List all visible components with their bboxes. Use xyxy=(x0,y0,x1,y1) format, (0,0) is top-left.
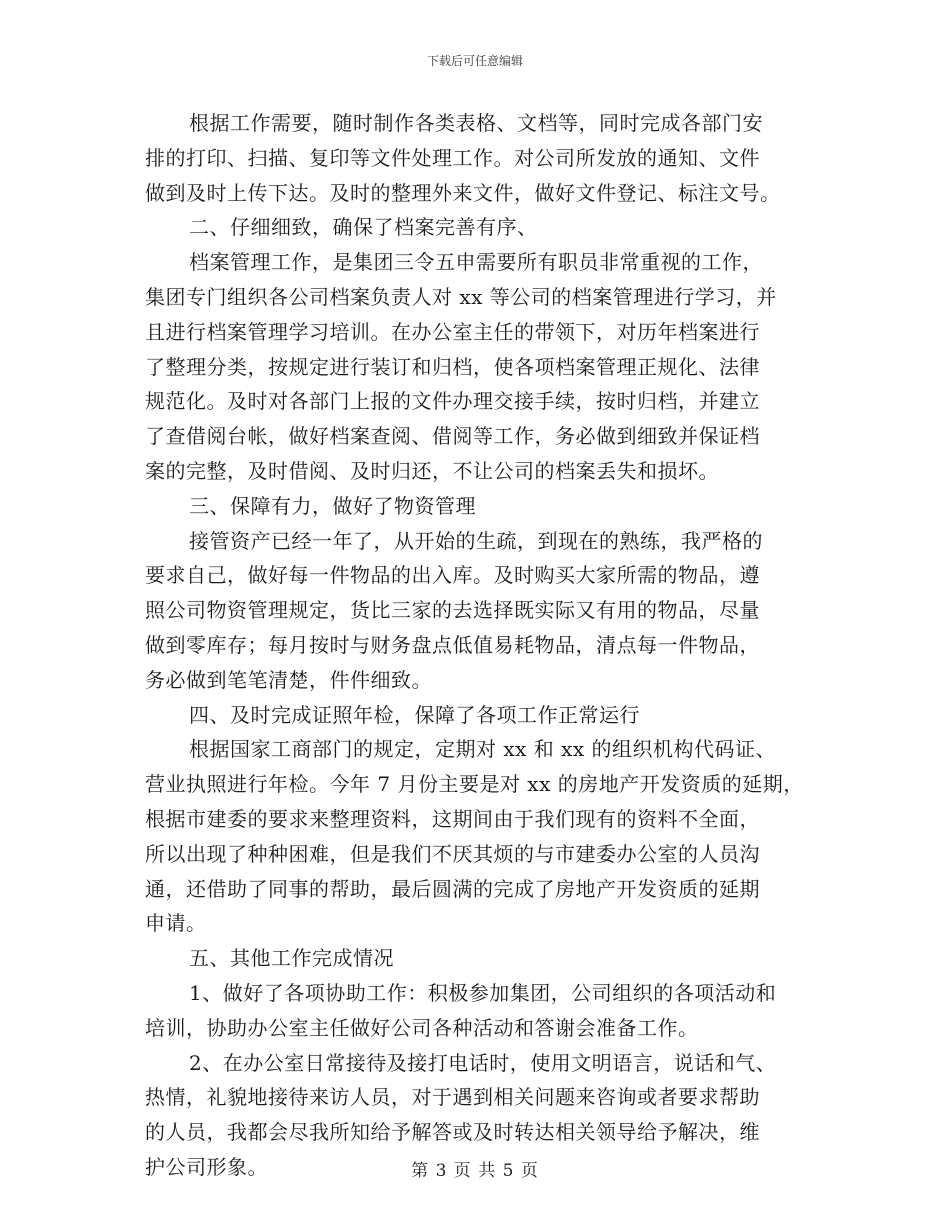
section-heading: 二、仔细细致，确保了档案完善有序、 xyxy=(189,215,538,240)
text-line: 做到零库存；每月按时与财务盘点低值易耗物品，清点每一件物品， xyxy=(145,632,760,657)
section-heading: 三、保障有力，做好了物资管理 xyxy=(189,493,476,518)
text-line: 营业执照进行年检。今年 7 月份主要是对 xx 的房地产开发资质的延期， xyxy=(145,772,804,797)
text-line: 根据工作需要，随时制作各类表格、文档等，同时完成各部门安 xyxy=(189,111,763,135)
text-line: 了查借阅台帐，做好档案查阅、借阅等工作，务必做到细致并保证档 xyxy=(145,424,760,449)
text-line: 根据国家工商部门的规定，定期对 xx 和 xx 的组织机构代码证、 xyxy=(189,737,777,762)
text-line: 通，还借助了同事的帮助，最后圆满的完成了房地产开发资质的延期 xyxy=(145,876,760,901)
text-line: 做到及时上传下达。及时的整理外来文件，做好文件登记、标注文号。 xyxy=(145,180,781,205)
text-line: 根据市建委的要求来整理资料，这期间由于我们现有的资料不全面， xyxy=(145,806,760,831)
document-body xyxy=(145,106,810,1185)
section-heading: 五、其他工作完成情况 xyxy=(189,946,394,971)
text-line: 集团专门组织各公司档案负责人对 xx 等公司的档案管理进行学习，并 xyxy=(145,284,777,309)
page-number: 第 3 页 共 5 页 xyxy=(411,1161,539,1181)
text-line: 照公司物资管理规定，货比三家的去选择既实际又有用的物品，尽量 xyxy=(145,598,760,623)
text-line: 档案管理工作，是集团三令五申需要所有职员非常重视的工作， xyxy=(189,250,763,275)
text-line: 所以出现了种种困难，但是我们不厌其烦的与市建委办公室的人员沟 xyxy=(145,841,760,866)
text-line: 护公司形象。 xyxy=(145,1154,268,1179)
text-line: 接管资产已经一年了，从开始的生疏，到现在的熟练，我严格的 xyxy=(189,528,763,553)
page-header: 下载后可任意编辑 xyxy=(426,54,523,68)
text-line: 1、做好了各项协助工作：积极参加集团，公司组织的各项活动和 xyxy=(189,980,777,1005)
text-line: 规范化。及时对各部门上报的文件办理交接手续，按时归档，并建立 xyxy=(145,389,760,414)
text-line: 案的完整，及时借阅、及时归还，不让公司的档案丢失和损坏。 xyxy=(145,458,719,483)
text-line: 了整理分类，按规定进行装订和归档，使各项档案管理正规化、法律 xyxy=(145,354,760,379)
text-line: 2、在办公室日常接待及接打电话时，使用文明语言，说话和气、 xyxy=(189,1050,777,1075)
text-line: 排的打印、扫描、复印等文件处理工作。对公司所发放的通知、文件 xyxy=(145,145,760,170)
text-line: 要求自己，做好每一件物品的出入库。及时购买大家所需的物品，遵 xyxy=(145,563,760,588)
text-line: 且进行档案管理学习培训。在办公室主任的带领下，对历年档案进行 xyxy=(145,319,760,344)
text-line: 务必做到笔笔清楚，件件细致。 xyxy=(145,667,432,692)
section-heading: 四、及时完成证照年检，保障了各项工作正常运行 xyxy=(189,702,640,727)
text-line: 培训，协助办公室主任做好公司各种活动和答谢会准备工作。 xyxy=(145,1015,699,1040)
text-line: 的人员，我都会尽我所知给予解答或及时转达相关领导给予解决，维 xyxy=(145,1120,760,1145)
text-line: 热情，礼貌地接待来访人员，对于遇到相关问题来咨询或者要求帮助 xyxy=(145,1085,760,1110)
text-line: 申请。 xyxy=(145,911,207,936)
